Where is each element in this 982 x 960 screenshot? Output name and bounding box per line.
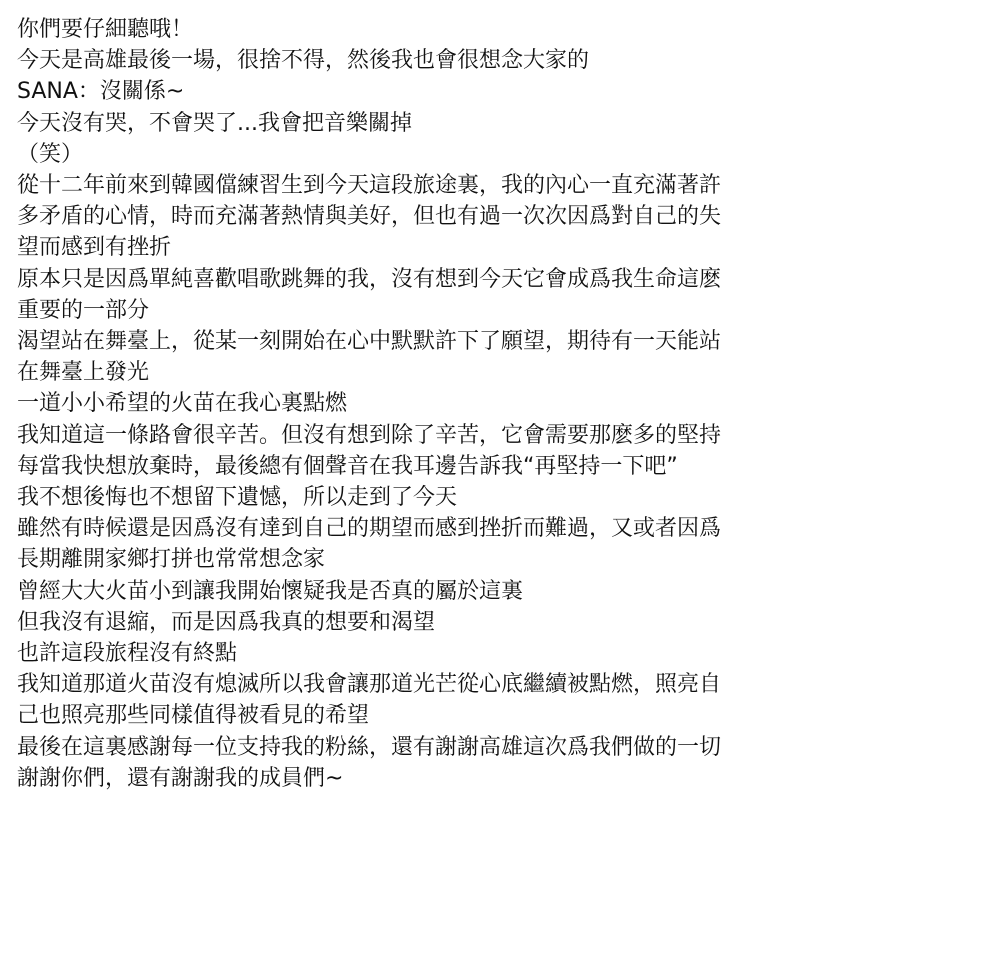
text-line: 望而感到有挫折 xyxy=(17,235,172,261)
text-line: 長期離開家鄉打拼也常常想念家 xyxy=(17,547,326,573)
text-line: 謝謝你們，還有謝謝我的成員們~ xyxy=(17,765,344,791)
text-line: 從十二年前來到韓國儅練習生到今天這段旅途裏，我的內心一直充滿著許 xyxy=(17,173,722,199)
text-line: 我不想後悔也不想留下遺憾，所以走到了今天 xyxy=(17,485,458,511)
text-line: 多矛盾的心情，時而充滿著熱情與美好，但也有過一次次因爲對自己的失 xyxy=(17,204,722,230)
text-line: 一道小小希望的火苗在我心裏點燃 xyxy=(17,391,348,417)
message-text xyxy=(17,14,967,794)
text-line: 最後在這裏感謝每一位支持我的粉絲，還有謝謝高雄這次爲我們做的一切 xyxy=(17,734,722,760)
text-line: 但我沒有退縮，而是因爲我真的想要和渴望 xyxy=(17,609,436,635)
text-line: SANA：沒關係~ xyxy=(17,79,185,105)
text-line: 己也照亮那些同樣值得被看見的希望 xyxy=(17,703,370,729)
text-line: 我知道這一條路會很辛苦。但沒有想到除了辛苦，它會需要那麽多的堅持 xyxy=(17,422,722,448)
text-line: 雖然有時候還是因爲沒有達到自己的期望而感到挫折而難過，又或者因爲 xyxy=(17,516,722,542)
text-line: 每當我快想放棄時，最後總有個聲音在我耳邊告訴我“再堅持一下吧” xyxy=(17,453,678,479)
text-line: 也許這段旅程沒有終點 xyxy=(17,641,238,667)
text-line: 我知道那道火苗沒有熄滅所以我會讓那道光芒從心底繼續被點燃，照亮自 xyxy=(17,672,722,698)
text-line: 今天是高雄最後一場，很捨不得，然後我也會很想念大家的 xyxy=(17,48,590,74)
text-line: 原本只是因爲單純喜歡唱歌跳舞的我，沒有想到今天它會成爲我生命這麽 xyxy=(17,266,722,292)
text-line: 在舞臺上發光 xyxy=(17,360,150,386)
text-line: 曾經大大火苗小到讓我開始懷疑我是否真的屬於這裏 xyxy=(17,578,524,604)
text-line: 重要的一部分 xyxy=(17,297,150,323)
text-line: 你們要仔細聽哦！ xyxy=(17,17,194,42)
text-line: （笑） xyxy=(17,141,84,167)
text-line: 渴望站在舞臺上，從某一刻開始在心中默默許下了願望，期待有一天能站 xyxy=(17,329,722,355)
text-line: 今天沒有哭，不會哭了...我會把音樂關掉 xyxy=(17,110,412,136)
